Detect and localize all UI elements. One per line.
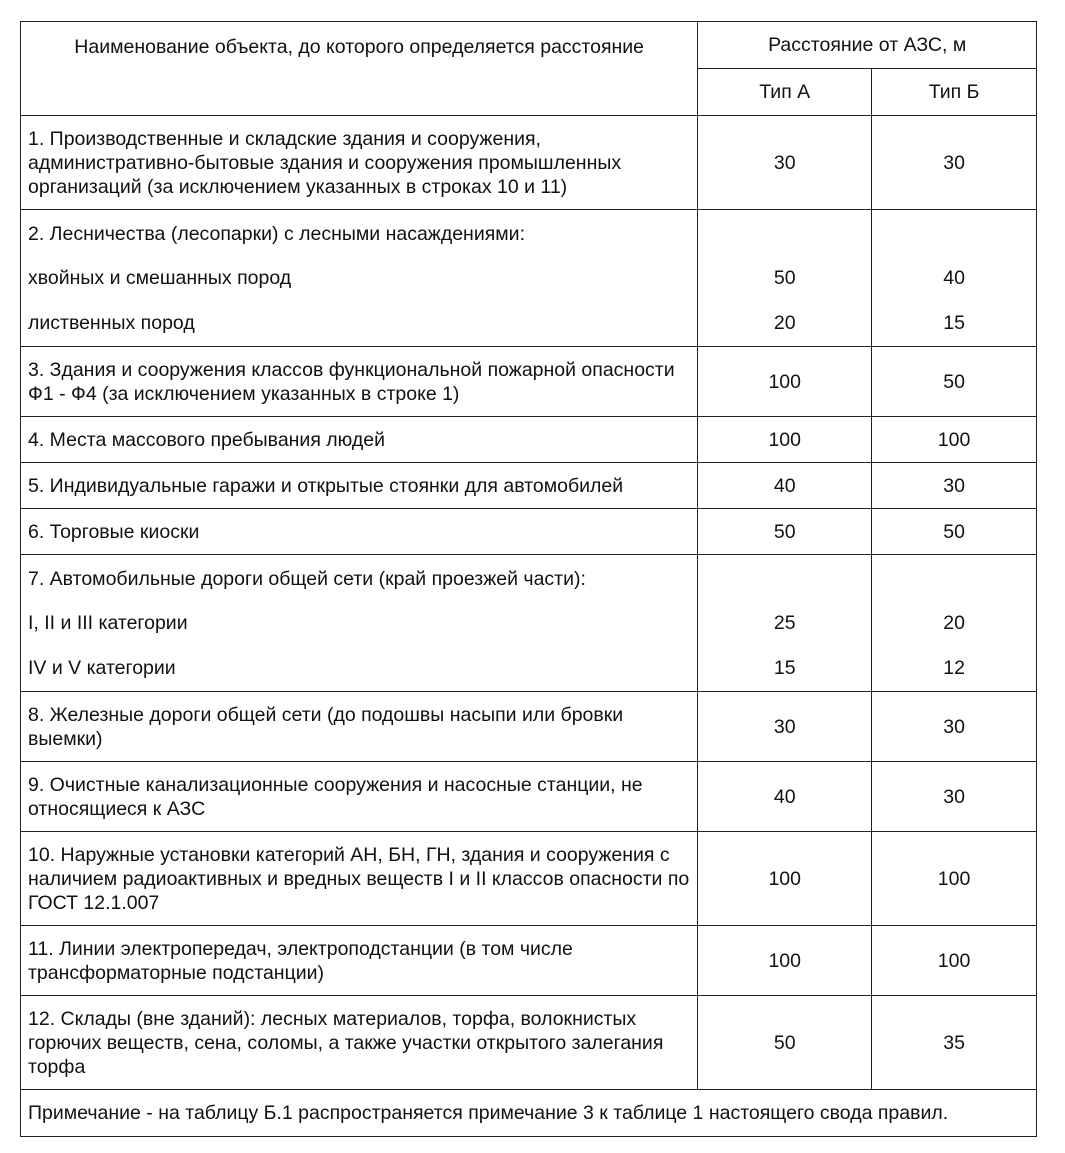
row-value-a: 100 (698, 926, 872, 996)
table-row (21, 347, 1037, 417)
subrow-value-b: 15 (943, 311, 965, 334)
row-value-b: 50 (872, 347, 1037, 417)
row-name: 9. Очистные канализационные сооружения и насосные станции, не относящиеся к АЗС (21, 762, 698, 832)
row-value-b: 30 (872, 692, 1037, 762)
subrow-value-b: 40 (943, 267, 965, 289)
row-value-a: 100 (698, 347, 872, 417)
row-name-group (21, 210, 698, 347)
row-name: 10. Наружные установки категорий АН, БН, ГН, здания и сооружения с наличием радиоактивных и вредных веществ I и II классов опасности по ГОСТ 12.1.007 (21, 832, 698, 926)
header-object-name: Наименование объекта, до которого определяется расстояние (21, 22, 698, 116)
row-value-a: 30 (698, 692, 872, 762)
subrow-value-a: 50 (773, 267, 796, 289)
row-value-a: 40 (698, 463, 872, 509)
table-row (21, 463, 1037, 509)
row-value-b: 30 (872, 116, 1037, 210)
table-row (21, 210, 1037, 347)
subrow-value-b: 20 (943, 612, 965, 634)
row-name: 4. Места массового пребывания людей (21, 417, 698, 463)
row-name: 11. Линии электропередач, электроподстанции (в том числе трансформаторные подстанции) (21, 926, 698, 996)
subrow-name: хвойных и смешанных пород (28, 267, 292, 289)
header-distance: Расстояние от АЗС, м (698, 22, 1037, 69)
row-value-b: 100 (872, 832, 1037, 926)
subrow-name: I, II и III категории (28, 612, 188, 634)
row-name: 12. Склады (вне зданий): лесных материалов, торфа, волокнистых горючих веществ, сена, соломы, а также участки открытого залегания торфа (21, 996, 698, 1090)
row-name: 8. Железные дороги общей сети (до подошвы насыпи или бровки выемки) (21, 692, 698, 762)
header-type-a: Тип А (698, 69, 872, 116)
row-value-a-group (698, 555, 872, 692)
subrow-value-a: 15 (773, 656, 796, 679)
row-value-b: 100 (872, 417, 1037, 463)
row-value-b: 100 (872, 926, 1037, 996)
row-name: 3. Здания и сооружения классов функциональной пожарной опасности Ф1 - Ф4 (за исключением указанных в строке 1) (21, 347, 698, 417)
row-name: 2. Лесничества (лесопарки) с лесными насаждениями: (28, 222, 525, 245)
subrow-name: лиственных пород (28, 311, 195, 334)
row-value-a: 100 (698, 832, 872, 926)
table-row (21, 555, 1037, 692)
row-name: 7. Автомобильные дороги общей сети (край проезжей части): (28, 567, 586, 590)
row-value-a: 50 (698, 509, 872, 555)
row-name: 5. Индивидуальные гаражи и открытые стоянки для автомобилей (21, 463, 698, 509)
row-value-b: 35 (872, 996, 1037, 1090)
note-row (21, 1090, 1037, 1137)
table-note: Примечание - на таблицу Б.1 распространяется примечание 3 к таблице 1 настоящего свода правил. (21, 1090, 1037, 1137)
row-name-group (21, 555, 698, 692)
subrow-value-a: 25 (773, 612, 796, 634)
table-row (21, 926, 1037, 996)
row-value-b: 50 (872, 509, 1037, 555)
row-name: 1. Производственные и складские здания и сооружения, административно-бытовые здания и сооружения промышленных организаций (за исключением указанных в строках 10 и 11) (21, 116, 698, 210)
row-value-a-group (698, 210, 872, 347)
table-row (21, 116, 1037, 210)
table-row (21, 509, 1037, 555)
header-type-b: Тип Б (872, 69, 1037, 116)
row-value-a: 30 (698, 116, 872, 210)
distance-table (20, 21, 1037, 1137)
row-name: 6. Торговые киоски (21, 509, 698, 555)
table-row (21, 996, 1037, 1090)
table-row (21, 417, 1037, 463)
row-value-a: 100 (698, 417, 872, 463)
table-row (21, 832, 1037, 926)
row-value-a: 50 (698, 996, 872, 1090)
table-row (21, 692, 1037, 762)
row-value-a: 40 (698, 762, 872, 832)
row-value-b-group (872, 210, 1037, 347)
subrow-name: IV и V категории (28, 656, 176, 679)
row-value-b: 30 (872, 762, 1037, 832)
table-row (21, 762, 1037, 832)
row-value-b-group (872, 555, 1037, 692)
subrow-value-a: 20 (773, 311, 796, 334)
subrow-value-b: 12 (943, 656, 965, 679)
row-value-b: 30 (872, 463, 1037, 509)
